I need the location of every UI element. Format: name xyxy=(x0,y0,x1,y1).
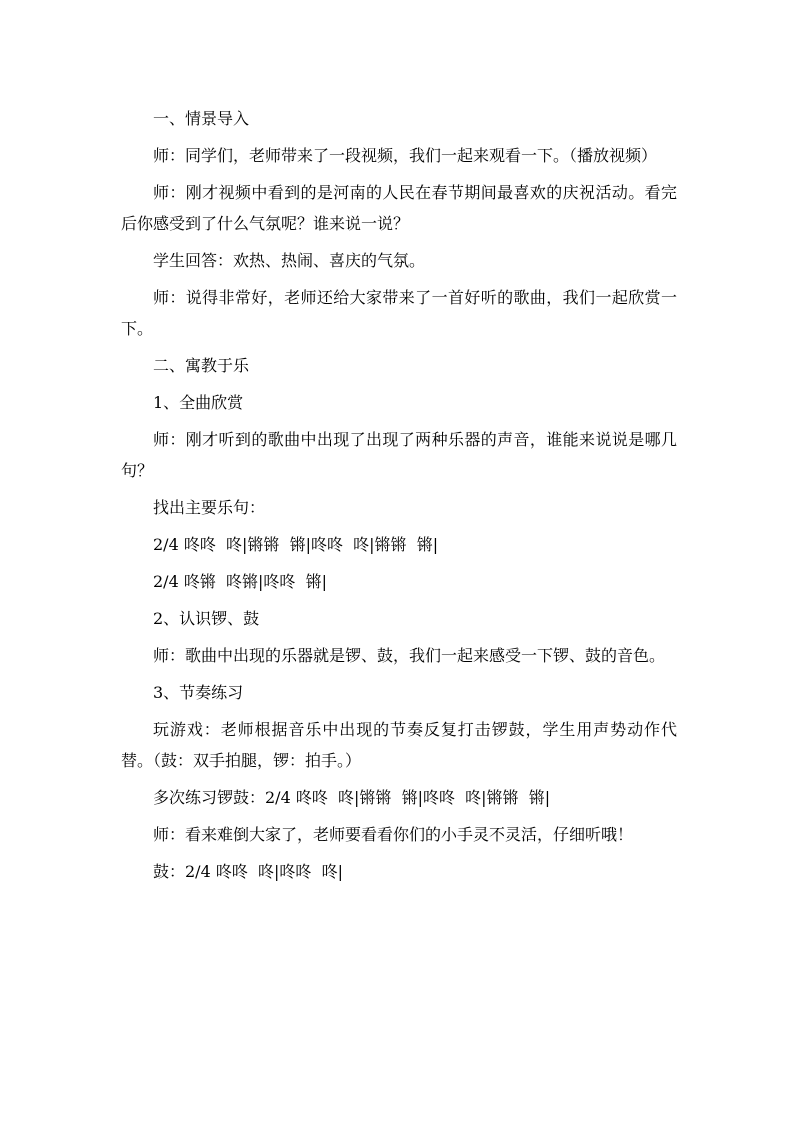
paragraph: 师：说得非常好，老师还给大家带来了一首好听的歌曲，我们一起欣赏一下。 xyxy=(121,288,677,338)
section-heading-teaching: 二、寓教于乐 xyxy=(153,356,250,375)
rhythm-line: 多次练习锣鼓：2/4 咚咚 咚|锵锵 锵|咚咚 咚|锵锵 锵| xyxy=(153,788,551,807)
rhythm-line: 2/4 咚锵 咚锵|咚咚 锵| xyxy=(153,572,327,591)
subheading-rhythm-practice: 3、节奏练习 xyxy=(153,683,244,702)
paragraph: 师：刚才视频中看到的是河南的人民在春节期间最喜欢的庆祝活动。看完后你感受到了什么气氛呢？谁来说一说？ xyxy=(121,183,677,233)
paragraph: 师：歌曲中出现的乐器就是锣、鼓，我们一起来感受一下锣、鼓的音色。 xyxy=(153,646,666,665)
rhythm-line: 鼓：2/4 咚咚 咚|咚咚 咚| xyxy=(153,862,343,881)
document-body xyxy=(121,103,677,893)
paragraph: 师：刚才听到的歌曲中出现了出现了两种乐器的声音，谁能来说说是哪几句？ xyxy=(121,430,677,480)
subheading-listening: 1、全曲欣赏 xyxy=(153,393,244,412)
paragraph: 师：看来难倒大家了，老师要看看你们的小手灵不灵活，仔细听哦！ xyxy=(153,825,634,844)
paragraph: 玩游戏：老师根据音乐中出现的节奏反复打击锣鼓，学生用声势动作代替。（鼓：双手拍腿，锣：拍手。） xyxy=(121,720,677,770)
paragraph: 师：同学们，老师带来了一段视频，我们一起来观看一下。（播放视频） xyxy=(153,146,658,165)
paragraph: 学生回答：欢热、热闹、喜庆的气氛。 xyxy=(153,251,426,270)
section-heading-intro: 一、情景导入 xyxy=(153,109,250,128)
paragraph: 找出主要乐句： xyxy=(153,498,266,517)
rhythm-line: 2/4 咚咚 咚|锵锵 锵|咚咚 咚|锵锵 锵| xyxy=(153,535,439,554)
subheading-instruments: 2、认识锣、鼓 xyxy=(153,609,260,628)
